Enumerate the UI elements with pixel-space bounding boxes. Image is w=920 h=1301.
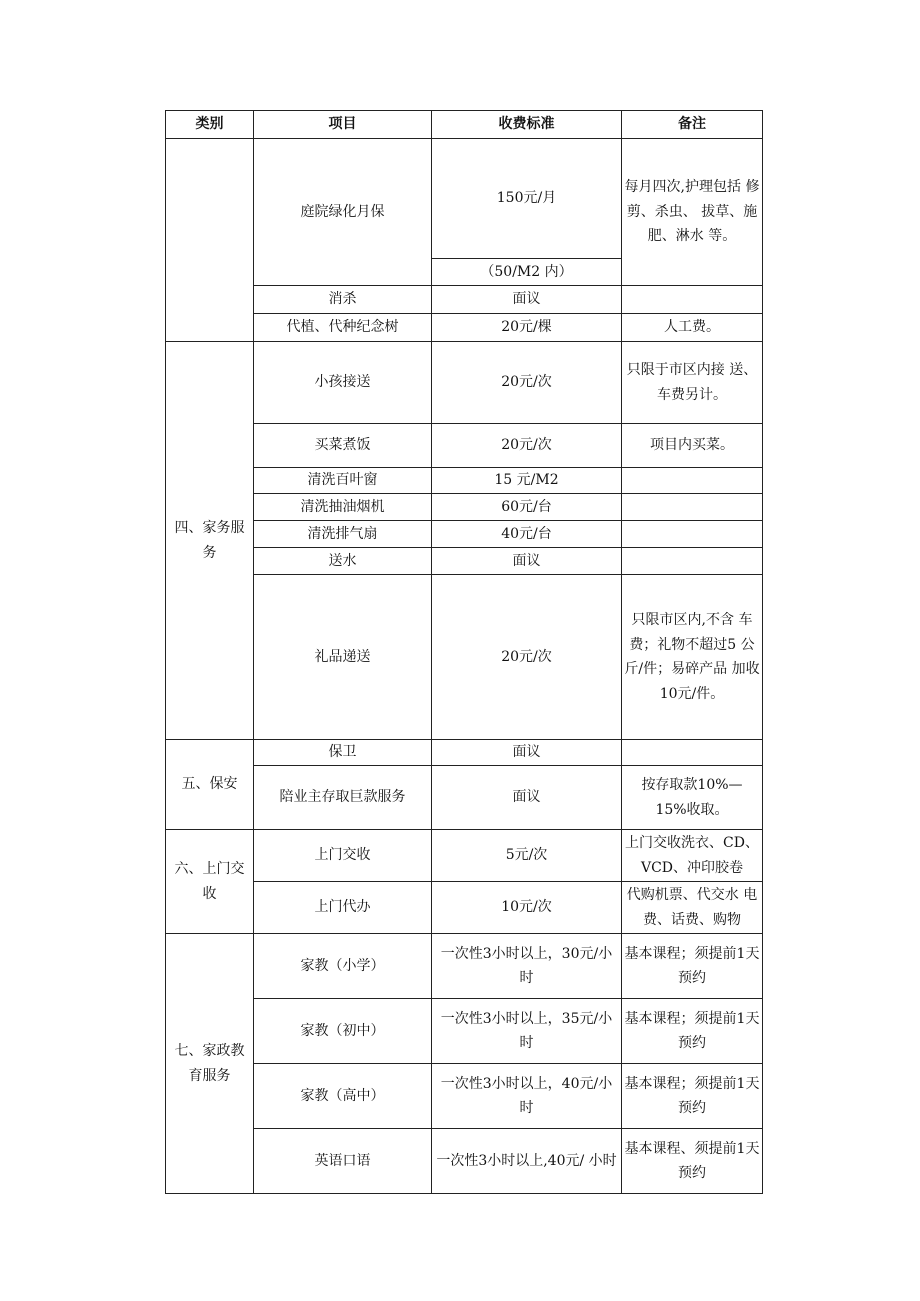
- price-cell: 60元/台: [432, 494, 622, 521]
- note-cell: 按存取款10%— 15%收取。: [622, 766, 763, 830]
- table-row: [166, 139, 763, 259]
- item-cell: 清洗百叶窗: [254, 468, 432, 494]
- item-cell: 家教（初中）: [254, 999, 432, 1064]
- table-row: [166, 766, 763, 830]
- table-row: [166, 999, 763, 1064]
- item-cell: 清洗排气扇: [254, 521, 432, 548]
- header-note: 备注: [622, 111, 763, 139]
- item-cell: 礼品递送: [254, 575, 432, 740]
- note-cell: 项目内买菜。: [622, 424, 763, 468]
- table-row: [166, 521, 763, 548]
- note-cell-empty: [622, 521, 763, 548]
- table-row: [166, 342, 763, 424]
- fee-table: [165, 110, 763, 1194]
- price-cell: 20元/次: [432, 575, 622, 740]
- price-cell: 20元/棵: [432, 314, 622, 342]
- note-cell: 上门交收洗衣、CD、VCD、冲印胶卷: [622, 830, 763, 882]
- table-row: [166, 1064, 763, 1129]
- price-cell: 面议: [432, 548, 622, 575]
- price-cell: 一次性3小时以上，30元/小时: [432, 934, 622, 999]
- item-cell: 家教（高中）: [254, 1064, 432, 1129]
- price-cell: 一次性3小时以上，35元/小时: [432, 999, 622, 1064]
- note-cell: 基本课程、须提前1天预约: [622, 1129, 763, 1194]
- price-cell: 10元/次: [432, 882, 622, 934]
- table-row: [166, 740, 763, 766]
- note-cell: 只限于市区内接 送、车费另计。: [622, 342, 763, 424]
- table-row: [166, 286, 763, 314]
- price-cell: 15 元/M2: [432, 468, 622, 494]
- item-cell: 清洗抽油烟机: [254, 494, 432, 521]
- item-cell: 上门交收: [254, 830, 432, 882]
- price-cell: 面议: [432, 766, 622, 830]
- header-category: 类别: [166, 111, 254, 139]
- item-cell: 陪业主存取巨款服务: [254, 766, 432, 830]
- note-cell: 基本课程；须提前1天预约: [622, 1064, 763, 1129]
- price-cell: 面议: [432, 286, 622, 314]
- note-cell-empty: [622, 494, 763, 521]
- category-cell: 五、保安: [166, 740, 254, 830]
- category-cell: 四、家务服务: [166, 342, 254, 740]
- item-cell: 小孩接送: [254, 342, 432, 424]
- note-cell-empty: [622, 548, 763, 575]
- table-row: [166, 1129, 763, 1194]
- note-cell: 人工费。: [622, 314, 763, 342]
- table-row: [166, 424, 763, 468]
- note-cell-empty: [622, 468, 763, 494]
- header-price: 收费标准: [432, 111, 622, 139]
- note-cell-empty: [622, 740, 763, 766]
- price-cell: 一次性3小时以上，40元/小时: [432, 1064, 622, 1129]
- item-cell: 保卫: [254, 740, 432, 766]
- item-cell: 代植、代种纪念树: [254, 314, 432, 342]
- table-row: [166, 830, 763, 882]
- note-cell-empty: [622, 286, 763, 314]
- item-cell: 家教（小学）: [254, 934, 432, 999]
- price-cell: 40元/台: [432, 521, 622, 548]
- category-cell: 六、上门交收: [166, 830, 254, 934]
- price-cell: 面议: [432, 740, 622, 766]
- price-cell: 20元/次: [432, 342, 622, 424]
- table-row: [166, 494, 763, 521]
- note-cell: 基本课程；须提前1天预约: [622, 999, 763, 1064]
- item-cell: 上门代办: [254, 882, 432, 934]
- note-cell: 只限市区内,不含 车费；礼物不超过5 公斤/件；易碎产品 加收10元/件。: [622, 575, 763, 740]
- item-cell: 买菜煮饭: [254, 424, 432, 468]
- item-cell: 消杀: [254, 286, 432, 314]
- note-cell: 每月四次,护理包括 修剪、杀虫、 拔草、施肥、淋水 等。: [622, 139, 763, 286]
- table-header-row: [166, 111, 763, 139]
- item-cell: 送水: [254, 548, 432, 575]
- item-cell: 庭院绿化月保: [254, 139, 432, 286]
- header-item: 项目: [254, 111, 432, 139]
- price-cell: 一次性3小时以上,40元/ 小时: [432, 1129, 622, 1194]
- category-cell: 七、家政教育服务: [166, 934, 254, 1194]
- category-cell-blank: [166, 139, 254, 342]
- table-row: [166, 548, 763, 575]
- table-row: [166, 882, 763, 934]
- table-row: [166, 934, 763, 999]
- price-cell: 5元/次: [432, 830, 622, 882]
- table-row: [166, 575, 763, 740]
- note-cell: 基本课程；须提前1天预约: [622, 934, 763, 999]
- item-cell: 英语口语: [254, 1129, 432, 1194]
- price-cell-extra: （50/M2 内）: [432, 259, 622, 286]
- table-row: [166, 468, 763, 494]
- table-row: [166, 314, 763, 342]
- note-cell: 代购机票、代交水 电费、话费、购物: [622, 882, 763, 934]
- price-cell: 20元/次: [432, 424, 622, 468]
- price-cell: 150元/月: [432, 139, 622, 259]
